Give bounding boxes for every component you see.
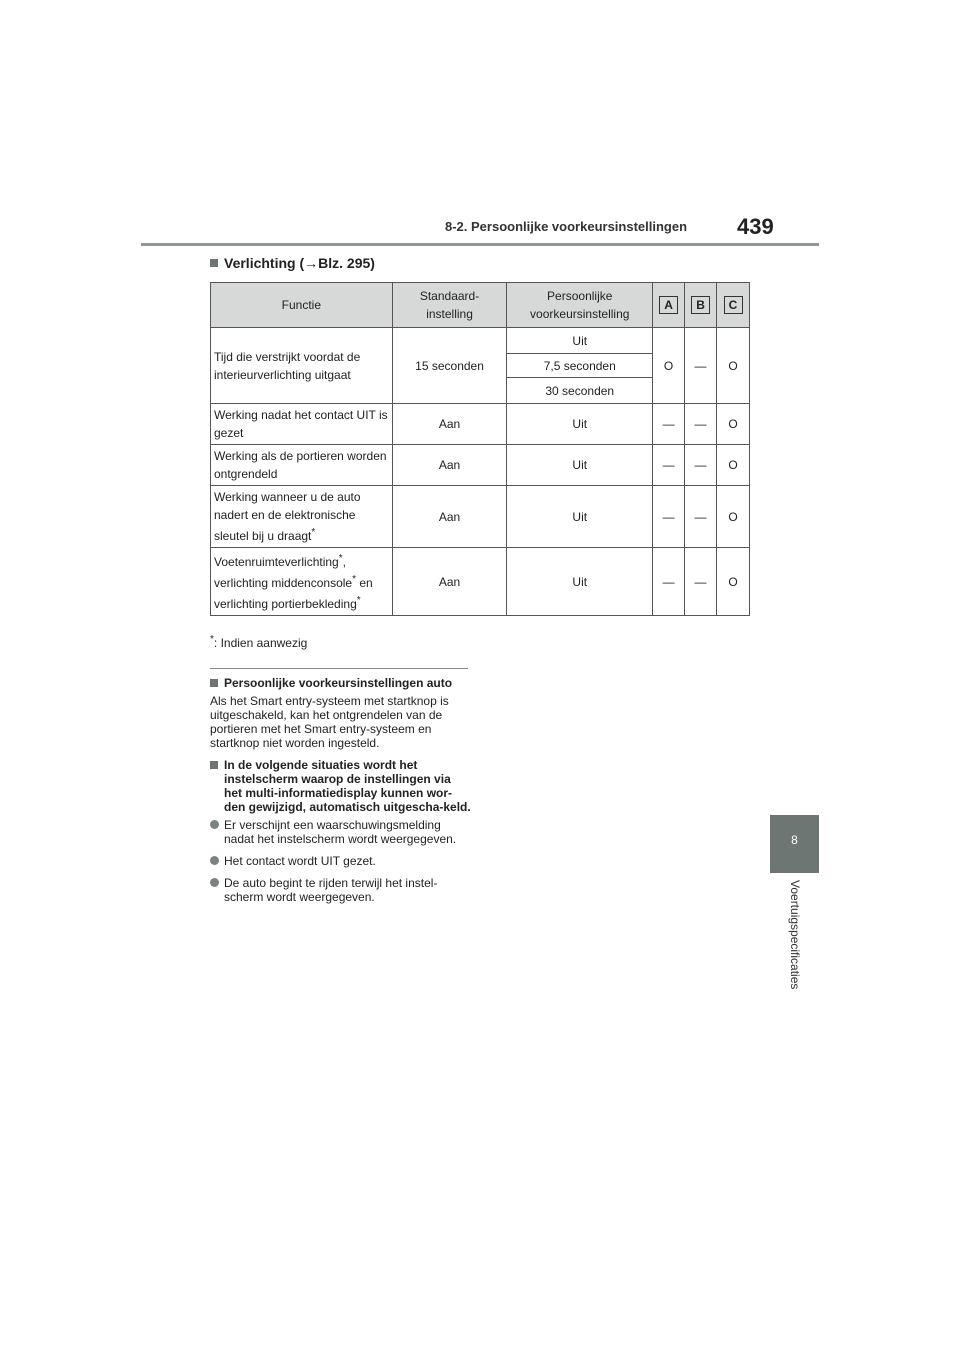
cell-c: O (717, 404, 750, 445)
page-number: 439 (737, 214, 774, 239)
cell-b: — (685, 548, 717, 616)
cell-standaard: Aan (392, 404, 507, 445)
table-row (211, 328, 750, 354)
section-title-text: Verlichting (→Blz. 295) (224, 255, 375, 271)
cell-c: O (717, 548, 750, 616)
footnote: *: Indien aanwezig (210, 634, 308, 650)
cell-a: O (653, 328, 685, 404)
cell-option: 30 seconden (507, 378, 653, 404)
cell-c: O (717, 445, 750, 486)
cell-a: — (653, 486, 685, 548)
chapter-label: Voertuigspecificaties (788, 880, 802, 990)
list-item: Het contact wordt UIT gezet. (210, 854, 472, 868)
cell-functie: Voetenruimteverlichting*, verlichting middenconsole* en verlichting portierbekleding* (211, 548, 393, 616)
round-bullet-icon (210, 820, 219, 829)
table-row (211, 404, 750, 445)
cell-persoonlijk: Uit (507, 548, 653, 616)
cell-standaard: 15 seconden (392, 328, 507, 404)
cell-functie: Werking wanneer u de auto nadert en de elektronische sleutel bij u draagt* (211, 486, 393, 548)
table-row (211, 445, 750, 486)
table-row (211, 486, 750, 548)
cell-standaard: Aan (392, 548, 507, 616)
square-bullet-icon (210, 679, 218, 687)
cell-standaard: Aan (392, 486, 507, 548)
list-item: Er verschijnt een waarschuwingsmelding nadat het instelscherm wordt weergegeven. (210, 818, 472, 846)
cell-b: — (685, 328, 717, 404)
cell-functie: Tijd die verstrijkt voordat de interieurverlichting uitgaat (211, 328, 393, 404)
square-bullet-icon (210, 259, 218, 267)
notes-divider (210, 668, 468, 669)
cell-a: — (653, 548, 685, 616)
list-item: De auto begint te rijden terwijl het instel-scherm wordt weergegeven. (210, 876, 472, 904)
cell-c: O (717, 328, 750, 404)
table-header-row (211, 283, 750, 328)
chapter-number: 8 (791, 833, 798, 847)
cell-a: — (653, 445, 685, 486)
col-header-standaard: Standaard- instelling (392, 283, 507, 328)
col-header-persoonlijk: Persoonlijke voorkeursinstelling (507, 283, 653, 328)
cell-standaard: Aan (392, 445, 507, 486)
cell-b: — (685, 445, 717, 486)
note-heading: Persoonlijke voorkeursinstellingen auto (210, 676, 472, 690)
note-heading: In de volgende situaties wordt het instelscherm waarop de instellingen via het multi-informatiedisplay kunnen wor-den gewijzigd, automatisch uitgescha-keld. (210, 758, 472, 814)
table-row (211, 548, 750, 616)
cell-b: — (685, 404, 717, 445)
cell-persoonlijk: Uit (507, 486, 653, 548)
note-body: Als het Smart entry-systeem met startknop is uitgeschakeld, kan het ontgrendelen van de portieren met het Smart entry-systeem en startknop niet worden ingesteld. (210, 694, 449, 750)
cell-functie: Werking nadat het contact UIT is gezet (211, 404, 393, 445)
header-rule (141, 243, 819, 246)
cell-b: — (685, 486, 717, 548)
cell-a: — (653, 404, 685, 445)
col-header-functie: Functie (211, 283, 393, 328)
cell-option: 7,5 seconden (507, 354, 653, 378)
square-bullet-icon (210, 761, 218, 769)
col-header-c: C (717, 283, 750, 328)
settings-table (210, 282, 750, 616)
cell-persoonlijk: Uit (507, 404, 653, 445)
cell-persoonlijk: Uit (507, 445, 653, 486)
col-header-a: A (653, 283, 685, 328)
cell-c: O (717, 486, 750, 548)
running-header: 8-2. Persoonlijke voorkeursinstellingen (445, 219, 688, 234)
section-title (210, 255, 375, 271)
cell-option: Uit (507, 328, 653, 354)
cell-functie: Werking als de portieren worden ontgrendeld (211, 445, 393, 486)
round-bullet-icon (210, 856, 219, 865)
round-bullet-icon (210, 878, 219, 887)
col-header-b: B (685, 283, 717, 328)
notes-section (210, 676, 472, 912)
